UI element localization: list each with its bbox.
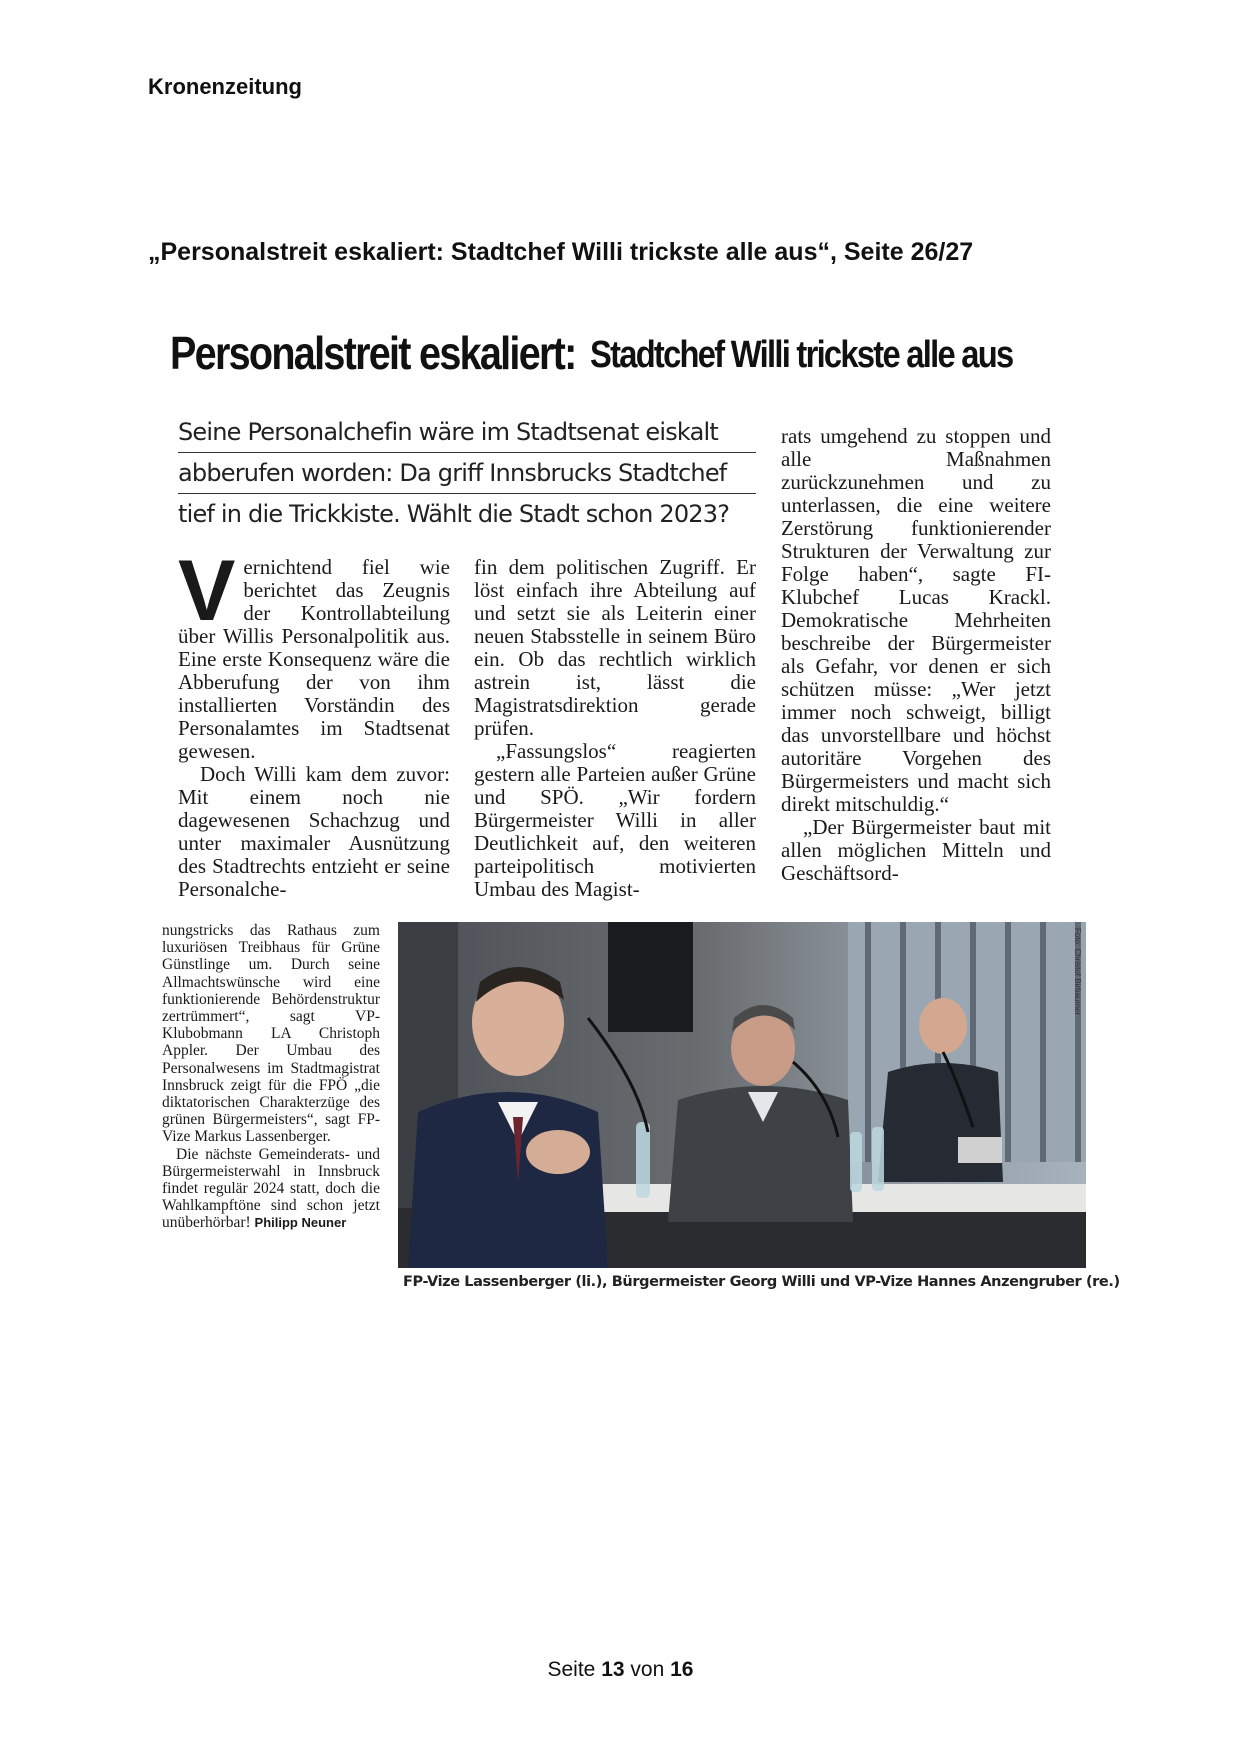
article-photo	[398, 922, 1086, 1268]
paragraph	[178, 543, 450, 763]
article-lead	[178, 412, 756, 534]
page-footer	[0, 1658, 1241, 1682]
paragraph: Doch Willi kam dem zuvor: Mit einem noch nie dagewesenen Schachzug und unter maximaler Ausnützung des Stadtrechts entzieht er seine Personalche-	[178, 762, 450, 901]
paragraph	[162, 1146, 380, 1232]
paragraph: „Der Bürgermeister baut mit allen möglichen Mitteln und Geschäftsord-	[781, 815, 1051, 885]
lead-line: abberufen worden: Da griff Innsbrucks Stadtchef	[178, 453, 756, 494]
photo-caption: FP-Vize Lassenberger (li.), Bürgermeister Georg Willi und VP-Vize Hannes Anzengruber (re.)	[403, 1274, 1120, 1290]
headline-part-2: Stadtchef Willi trickste alle aus	[590, 334, 1013, 376]
paragraph: fin dem politischen Zugriff. Er löst einfach ihre Abteilung auf und setzt sie als Leiterin einer neuen Stabsstelle in seinem Büro ein. Ob das rechtlich wirklich astrein ist, lässt die Magistratsdirektion gerade prüfen.	[474, 555, 756, 740]
paragraph-text: Die nächste Gemeinderats- und Bürgermeisterwahl in Innsbruck findet regulär 2024 statt, doch die Wahlkampftöne sind schon jetzt unüberhörbar!	[162, 1145, 380, 1232]
newspaper-source: Kronenzeitung	[148, 74, 302, 99]
current-page-number: 13	[601, 1658, 625, 1681]
paragraph: „Fassungslos“ reagierten gestern alle Parteien außer Grüne und SPÖ. „Wir fordern Bürgermeister Willi in aller Deutlichkeit auf, den weiteren parteipolitisch motivierten Umbau des Magist-	[474, 739, 756, 901]
article-column-1	[178, 543, 450, 901]
article-headline	[170, 326, 1070, 382]
article-column-2	[474, 556, 756, 901]
total-pages: 16	[670, 1658, 694, 1681]
paragraph: nungstricks das Rathaus zum luxuriösen Treibhaus für Grüne Günstlinge um. Durch seine Allmachtswünsche wird eine funktionierende Behördenstruktur zertrümmert“, sagt VP-Klubobmann LA Christoph Appler. Der Umbau des Personalwesens im Stadtmagistrat Innsbruck zeigt für die FPÖ „die diktatorischen Charakterzüge des grünen Bürgermeisters“, sagt FP-Vize Markus Lassenberger.	[162, 922, 380, 1146]
paragraph: rats umgehend zu stoppen und alle Maßnahmen zurückzunehmen und zu unterlassen, die eine weitere Zerstörung funktionierender Strukturen der Verwaltung zur Folge haben“, sagte FI-Klubchef Lucas Krackl. Demokratische Mehrheiten beschreibe der Bürgermeister als Gefahr, vor denen er sich schützen müsse: „Wer jetzt immer noch schweigt, billigt das unvorstellbare und höchst autoritäre Vorgehen des Bürgermeisters und macht sich direkt mitschuldig.“	[781, 424, 1051, 816]
photo-credit: Foto: Christof Birbaumer	[1073, 928, 1082, 1016]
footer-middle: von	[630, 1658, 665, 1681]
footer-prefix: Seite	[547, 1658, 596, 1681]
drop-cap: V	[178, 543, 236, 639]
paragraph-text: ernichtend fiel wie berichtet das Zeugnis der Kontrollabteilung über Willis Personalpolitik aus. Eine erste Konsequenz wäre die Abberufung der von ihm installierten Vorständin des Personalamtes im Stadtsenat gewesen.	[178, 555, 450, 763]
article-column-3	[781, 425, 1051, 885]
headline-part-1: Personalstreit eskaliert:	[170, 327, 576, 379]
lead-line: tief in die Trickkiste. Wählt die Stadt schon 2023?	[178, 500, 730, 528]
press-conference-photo	[398, 922, 1086, 1268]
article-reference: „Personalstreit eskaliert: Stadtchef Willi trickste alle aus“, Seite 26/27	[148, 238, 974, 266]
author-name: Philipp Neuner	[254, 1215, 347, 1231]
article-column-4	[162, 922, 380, 1232]
lead-line: Seine Personalchefin wäre im Stadtsenat eiskalt	[178, 412, 756, 453]
